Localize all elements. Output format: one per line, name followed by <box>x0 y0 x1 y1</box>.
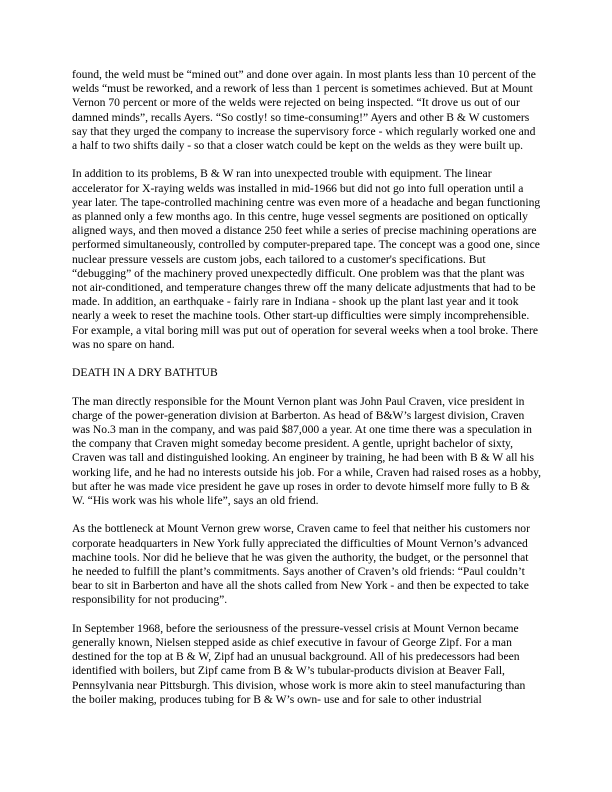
paragraph-zipf: In September 1968, before the seriousness of the pressure-vessel crisis at Mount Vernon became generally known, Nielsen stepped aside as chief executive in favour of George Zipf. For a man destined for the top at B & W, Zipf had an unusual background. All of his predecessors had been identified with boilers, but Zipf came from B & W’s tubular-products division at Beaver Fall, Pennsylvania near Pittsburgh. This division, whose work is more akin to steel manufacturing than the boiler making, produces tubing for B & W’s own- use and for sale to other industrial <box>72 621 526 706</box>
section-heading: DEATH IN A DRY BATHTUB <box>72 366 218 380</box>
paragraph-craven-profile: The man directly responsible for the Mount Vernon plant was John Paul Craven, vice president in charge of the power-generation division at Barberton. As head of B&W’s largest division, Craven was No.3 man in the company, and was paid $87,000 a year. At one time there was a speculation in the company that Craven might someday become president. A gentle, upright bachelor of sixty, Craven was tall and distinguished looking. An engineer by training, he had been with B & W all his working life, and he had no interests outside his job. For a while, Craven had raised roses as a hobby, but after he was made vice president he gave up roses in order to devote himself more fully to B & W. “His work was his whole life”, says an old friend. <box>72 394 542 508</box>
document-page <box>72 68 542 721</box>
paragraph-weld-rework: found, the weld must be “mined out” and done over again. In most plants less than 10 percent of the welds “must be reworked, and a rework of less than 1 percent is sometimes achieved. But at Mount Vernon 70 percent or more of the welds were rejected on being inspected. “It drove us out of our damned minds”, recalls Ayers. “So costly! so time-consuming!” Ayers and other B & W customers say that they urged the company to increase the supervisory force - which regularly worked one and a half to two shifts daily - so that a closer watch could be kept on the welds as they were built up. <box>72 68 536 153</box>
paragraph-equipment-trouble: In addition to its problems, B & W ran into unexpected trouble with equipment. The linear accelerator for X-raying welds was installed in mid-1966 but did not go into full operation until a year later. The tape-controlled machining centre was even more of a headache and began functioning as planned only a few months ago. In this centre, huge vessel segments are positioned on optically aligned ways, and then moved a distance 250 feet while a series of precise machining operations are performed simultaneously, controlled by computer-prepared tape. The concept was a good one, since nuclear pressure vessels are custom jobs, each tailored to a customer's specifications. But “debugging” of the machinery proved unexpectedly difficult. One problem was that the plant was not air-conditioned, and temperature changes threw off the many delicate adjustments that had to be made. In addition, an earthquake - fairly rare in Indiana - shook up the plant last year and it took nearly a week to reset the machine tools. Other start-up difficulties were simply incomprehensible. For example, a vital boring mill was put out of operation for several weeks when a tool broke. There was no spare on hand. <box>72 167 541 351</box>
paragraph-bottleneck: As the bottleneck at Mount Vernon grew worse, Craven came to feel that neither his customers nor corporate headquarters in New York fully appreciated the difficulties of Mount Vernon’s advanced machine tools. Nor did he believe that he was given the authority, the budget, or the personnel that he needed to fulfill the plant’s commitments. Says another of Craven’s old friends: “Paul couldn’t bear to sit in Barberton and have all the shots called from New York - and then be expected to take responsibility for not producing”. <box>72 522 530 607</box>
